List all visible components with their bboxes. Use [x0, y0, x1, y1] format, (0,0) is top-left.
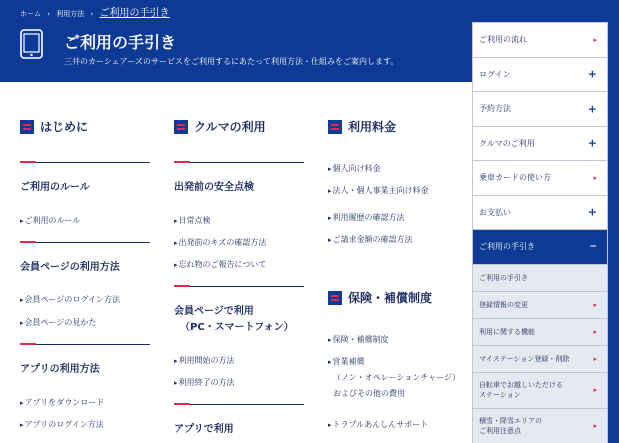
link[interactable]: ▸ 保険・補償制度 [328, 333, 389, 347]
link[interactable]: ▸ アプリのログイン方法 [20, 418, 104, 432]
section-heading [20, 118, 88, 135]
link[interactable]: およびその他の費用 [333, 389, 405, 398]
smartphone-icon [20, 29, 43, 59]
section-heading [328, 289, 432, 306]
section-label: はじめに [40, 120, 89, 134]
menu-icon [20, 120, 34, 134]
link[interactable]: ▸ 利用開始の方法 [174, 354, 235, 368]
page-title: ご利用の手引き [64, 33, 177, 52]
sidebar-subitem-bicycle[interactable] [473, 373, 607, 409]
subheading: アプリで利用 [174, 424, 234, 435]
page-description: 三井のカーシェアーズのサービスをご利用するにあたって利用方法・仕組みをご案内します。 [64, 57, 399, 66]
menu-icon [328, 291, 342, 305]
sidebar-item-label: 利用に関する機能 [479, 327, 535, 336]
link[interactable]: ▸ 利用履歴の確認方法 [328, 211, 405, 225]
sidebar-item-label: 登録情報の変更 [479, 300, 528, 309]
sidebar-item-label: 積雪・降雪エリアの [479, 417, 542, 425]
arrow-right-icon: ▸ [593, 422, 597, 430]
divider [174, 162, 304, 163]
link[interactable]: ▸ ご利用のルール [20, 214, 80, 228]
link[interactable]: ▸ 会員ページのログイン方法 [20, 293, 120, 307]
link[interactable]: （ノン・オペレーションチャージ） [333, 373, 460, 382]
sidebar-item-label: ご利用注意点 [479, 427, 521, 435]
page-hero [0, 0, 472, 82]
sidebar-item-label: ご利用の手引き [479, 273, 528, 282]
sidebar-item-label: 予約方法 [479, 104, 511, 114]
link[interactable]: ▸ アプリをダウンロード [20, 396, 104, 410]
sidebar-item-card[interactable] [473, 161, 607, 196]
link[interactable]: ▸ 日常点検 [174, 214, 211, 228]
breadcrumb-separator: › [90, 10, 94, 18]
link[interactable]: ▸ 法人・個人事業主向け料金 [328, 184, 429, 198]
arrow-right-icon: ▸ [593, 354, 597, 363]
sidebar-subitem-guide[interactable] [473, 265, 607, 292]
sidebar-top-band [472, 0, 619, 22]
menu-icon [328, 120, 342, 134]
sidebar-subitem-snow[interactable] [473, 409, 607, 443]
subheading: 出発前の安全点検 [174, 182, 254, 193]
sidebar-item-label: ご利用の手引き [479, 242, 535, 252]
sidebar-item-label: ログイン [479, 69, 511, 79]
breadcrumb-separator: › [47, 10, 51, 18]
arrow-right-icon: ▸ [593, 173, 597, 182]
link[interactable]: ▸ トラブルあんしんサポート [328, 418, 428, 432]
subheading: 会員ページの利用方法 [20, 262, 120, 273]
section-label: クルマの利用 [194, 120, 266, 134]
subheading: アプリの利用方法 [20, 364, 100, 375]
divider [20, 162, 150, 163]
sidebar-item-label: 自転車でお越しいただける [479, 381, 563, 389]
sidebar-item-flow[interactable] [473, 23, 607, 58]
link[interactable]: ▸ 出発前のキズの確認方法 [174, 236, 266, 250]
sidebar-item-label: クルマのご利用 [479, 138, 535, 148]
sidebar-nav [472, 22, 608, 443]
plus-icon: + [587, 67, 597, 81]
sidebar-item-guide[interactable] [473, 230, 607, 265]
link[interactable]: ▸ 利用終了の方法 [174, 376, 235, 390]
sidebar-item-label: お支払い [479, 207, 511, 217]
breadcrumb-current: ご利用の手引き [99, 8, 170, 19]
link[interactable]: ▸ ご請求金額の確認方法 [328, 233, 413, 247]
plus-icon: + [587, 136, 597, 150]
section-heading [328, 118, 396, 135]
sidebar-item-reservation[interactable] [473, 92, 607, 127]
sidebar-item-label: マイステーション登録・削除 [479, 354, 570, 363]
sidebar-item-login[interactable] [473, 58, 607, 93]
sidebar-subitem-my-station[interactable] [473, 346, 607, 373]
arrow-right-icon: ▸ [593, 386, 597, 394]
sidebar-subitem-change-info[interactable] [473, 292, 607, 319]
sidebar-item-payment[interactable] [473, 196, 607, 231]
divider [174, 404, 304, 405]
arrow-right-icon: ▸ [593, 300, 597, 309]
menu-icon [174, 120, 188, 134]
breadcrumb [20, 4, 174, 19]
sidebar-item-label: 乗車カードの使い方 [479, 173, 551, 183]
minus-icon: − [589, 241, 597, 252]
link[interactable]: ▸ 営業補償 [328, 355, 365, 369]
arrow-right-icon: ▸ [593, 327, 597, 336]
subheading: ご利用のルール [20, 182, 90, 193]
subheading: 会員ページで利用 [174, 306, 254, 317]
subheading: （PC・スマートフォン） [180, 322, 294, 333]
link[interactable]: ▸ 会員ページの見かた [20, 316, 96, 330]
link[interactable]: ▸ 個人向け料金 [328, 162, 381, 176]
right-edge-band [608, 0, 619, 443]
divider [20, 242, 150, 243]
plus-icon: + [587, 102, 597, 116]
sidebar-item-label: ステーション [479, 391, 521, 399]
link[interactable]: ▸ 忘れ物のご報告について [174, 258, 266, 272]
arrow-right-icon: ▸ [593, 35, 597, 44]
breadcrumb-home[interactable]: ホーム [20, 10, 41, 18]
breadcrumb-parent[interactable]: 利用方法 [56, 10, 85, 18]
divider [174, 286, 304, 287]
divider [20, 344, 150, 345]
section-label: 利用料金 [348, 120, 397, 134]
section-heading [174, 118, 266, 135]
plus-icon: + [587, 205, 597, 219]
sidebar-subitem-features[interactable] [473, 319, 607, 346]
sidebar-item-car-use[interactable] [473, 127, 607, 162]
section-label: 保険・補償制度 [348, 291, 433, 305]
sidebar-item-label: ご利用の流れ [479, 35, 527, 45]
